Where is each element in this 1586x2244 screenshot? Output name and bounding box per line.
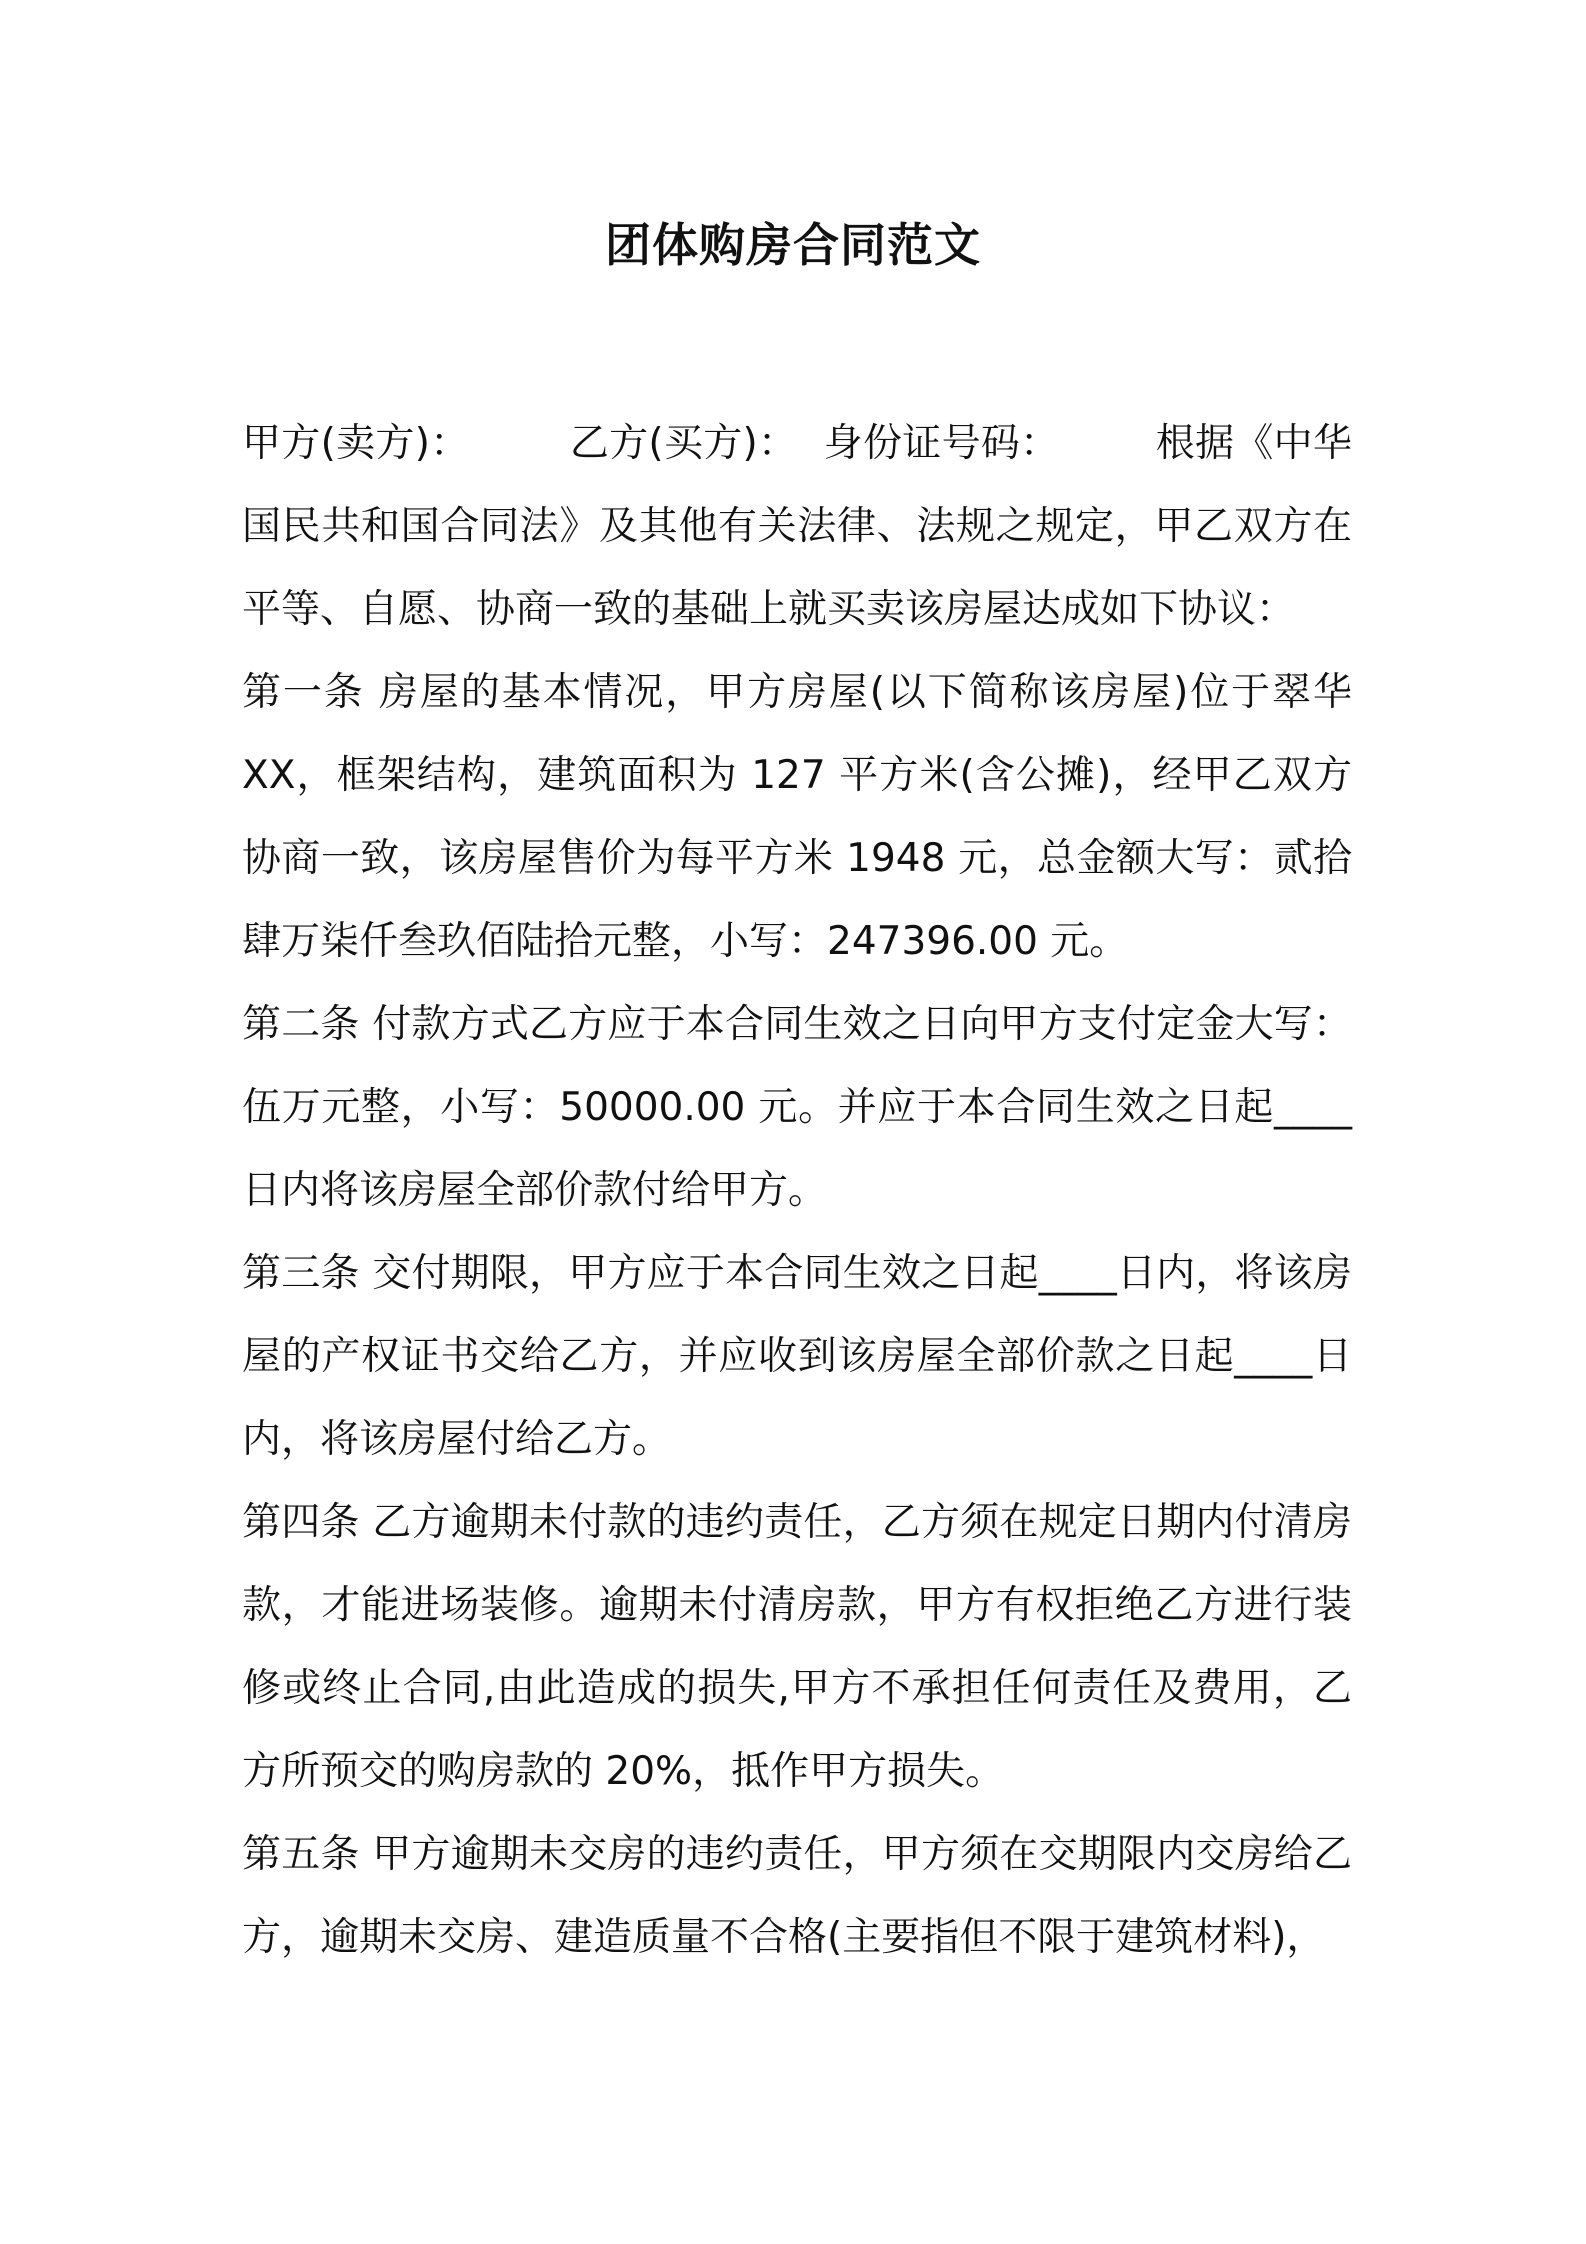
document-title: 团体购房合同范文 [605, 218, 981, 272]
id-number-label: 身份证号码： [823, 421, 1060, 466]
article-number: 第二条 [242, 1002, 360, 1047]
article-text: 付款方式乙方应于本合同生效之日向甲方支付定金大写：伍万元整，小写：50000.00 元。并应于本合同生效之日起____日内将该房屋全部价款付给甲方。 [242, 1002, 1352, 1213]
party-a-label: 甲方(卖方)： [242, 421, 470, 466]
article-number: 第四条 [242, 1500, 360, 1545]
article-text: 房屋的基本情况，甲方房屋(以下简称该房屋)位于翠华XX，框架结构，建筑面积为 127 平方米(含公摊)，经甲乙双方协商一致，该房屋售价为每平方米 1948 元，总金额大写：贰拾肆万柒仟叁玖佰陆拾元整，小写：247396.00 元。 [242, 670, 1352, 964]
article-text: 甲方逾期未交房的违约责任，甲方须在交期限内交房给乙方，逾期未交房、建造质量不合格(主要指但不限于建筑材料)， [242, 1832, 1352, 1960]
article-1 [242, 651, 1352, 983]
article-2 [242, 983, 1352, 1232]
party-b-label: 乙方(买方)： [569, 421, 798, 466]
article-4 [242, 1481, 1352, 1813]
article-number: 第五条 [242, 1832, 360, 1877]
article-3 [242, 1232, 1352, 1481]
contract-body [242, 402, 1352, 1979]
article-number: 第一条 [242, 670, 365, 715]
preamble-text: 根据《中华国民共和国合同法》及其他有关法律、法规之规定，甲乙双方在平等、自愿、协商一致的基础上就买卖该房屋达成如下协议： [242, 421, 1352, 632]
article-number: 第三条 [242, 1251, 360, 1296]
article-5 [242, 1813, 1352, 1979]
article-text: 乙方逾期未付款的违约责任，乙方须在规定日期内付清房款，才能进场装修。逾期未付清房款，甲方有权拒绝乙方进行装修或终止合同,由此造成的损失,甲方不承担任何责任及费用，乙方所预交的购房款的 20%，抵作甲方损失。 [242, 1500, 1352, 1794]
article-text: 交付期限，甲方应于本合同生效之日起____日内，将该房屋的产权证书交给乙方，并应收到该房屋全部价款之日起____日内，将该房屋付给乙方。 [242, 1251, 1352, 1462]
preamble-paragraph [242, 402, 1352, 651]
